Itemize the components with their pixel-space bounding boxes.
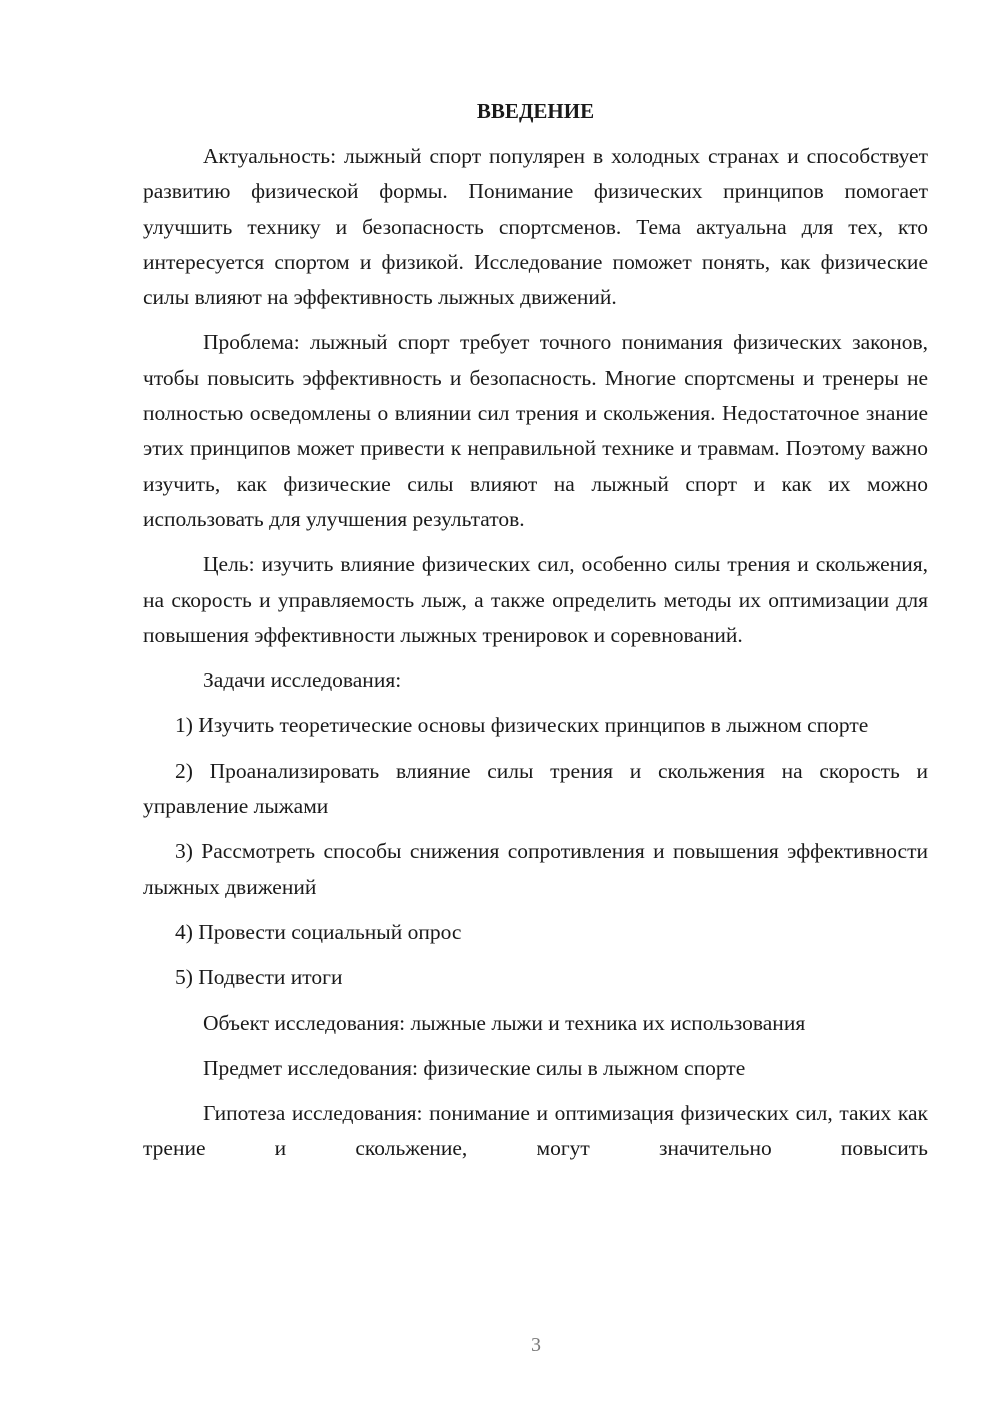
task-item: 5) Подвести итоги [175,965,343,990]
task-item: 1) Изучить теоретические основы физических принципов в лыжном спорте [175,713,869,738]
goal-paragraph: Цель: изучить влияние физических сил, особенно силы трения и скольжения, на скорость и управляемость лыж, а также определить методы их оптимизации для повышения эффективности лыжных тренировок и соревнований. [143,552,928,647]
research-subject: Предмет исследования: физические силы в лыжном спорте [203,1055,746,1080]
hypothesis-paragraph: Гипотеза исследования: понимание и оптимизация физических сил, таких как трение и скольжение, могут значительно повысить [143,1101,928,1161]
research-object: Объект исследования: лыжные лыжи и техника их использования [203,1010,806,1035]
task-item: 3) Рассмотреть способы снижения сопротивления и повышения эффективности лыжных движений [143,839,928,899]
page-body [143,94,928,1177]
relevance-paragraph: Актуальность: лыжный спорт популярен в холодных странах и способствует развитию физической формы. Понимание физических принципов помогает улучшить технику и безопасность спортсменов. Тема актуальна для тех, кто интересуется спортом и физикой. Исследование поможет понять, как физические силы влияют на эффективность лыжных движений. [143,144,928,310]
task-item: 4) Провести социальный опрос [175,919,462,944]
task-item: 2) Проанализировать влияние силы трения и скольжения на скорость и управление лыжами [143,758,928,819]
page-title: ВВЕДЕНИЕ [476,99,595,123]
page-number: 3 [531,1334,541,1356]
problem-paragraph: Проблема: лыжный спорт требует точного понимания физических законов, чтобы повысить эффективность и безопасность. Многие спортсмены и тренеры не полностью осведомлены о влиянии сил трения и скольжения. Недостаточное знание этих принципов может привести к неправильной технике и травмам. Поэтому важно изучить, как физические силы влияют на лыжный спорт и как их можно использовать для улучшения результатов. [143,330,928,531]
tasks-heading: Задачи исследования: [203,668,402,693]
